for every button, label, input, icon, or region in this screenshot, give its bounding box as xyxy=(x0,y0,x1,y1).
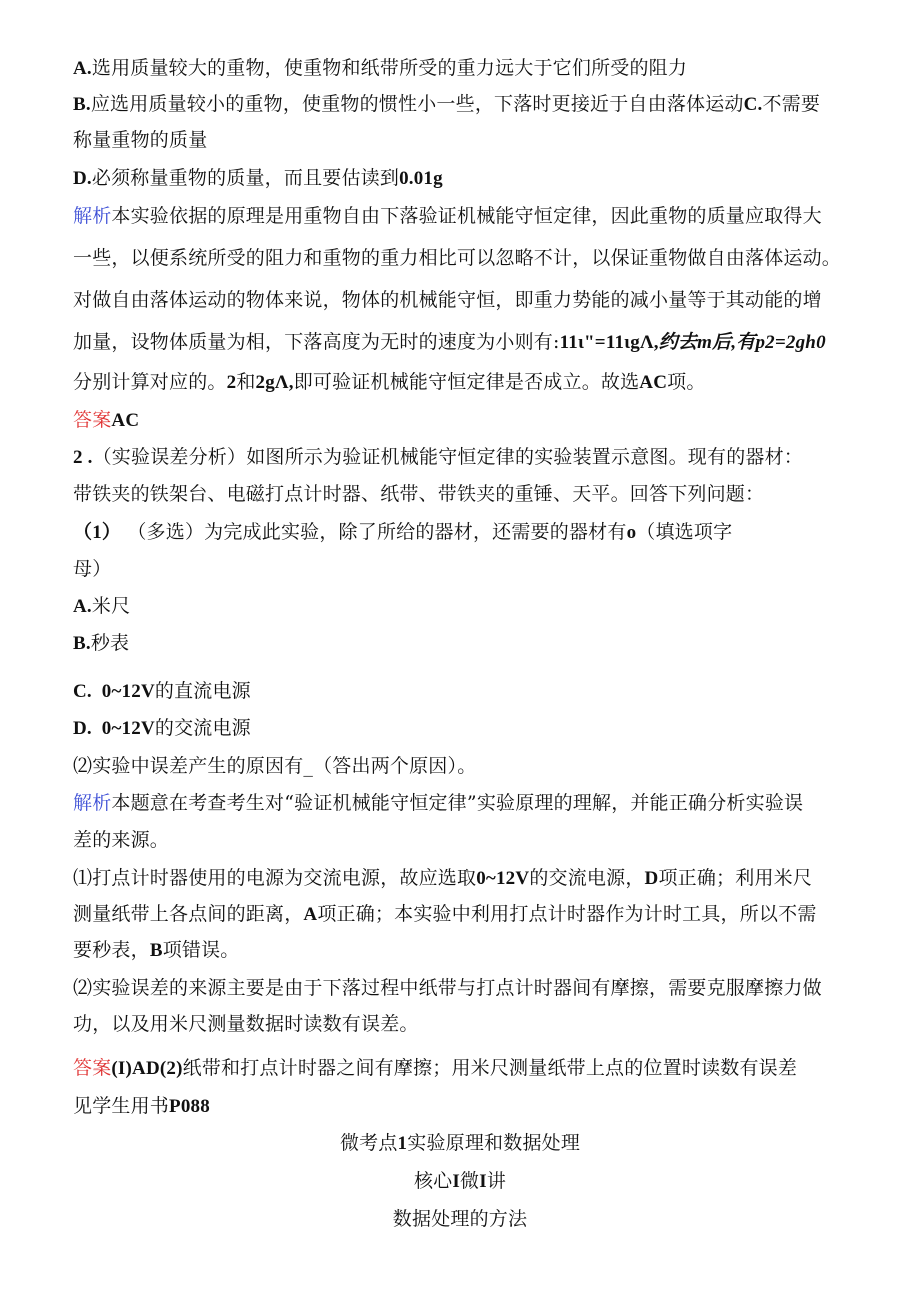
analysis-1-line-1 xyxy=(73,203,822,229)
answer-choice: AC xyxy=(639,372,668,393)
answer-1-line xyxy=(73,407,139,433)
analysis-text: 要秒表， xyxy=(73,939,150,961)
analysis-text: 项错误。 xyxy=(162,939,240,961)
analysis-text: 项。 xyxy=(667,371,706,393)
option-value: 0.01g xyxy=(399,168,443,189)
option-label: C. xyxy=(743,94,763,115)
option-text: 选用质量较大的重物，使重物和纸带所受的重力远大于它们所受的阻力 xyxy=(91,57,688,79)
option-label: B. xyxy=(73,94,91,115)
option-text: 应选用质量较小的重物，使重物的惯性小一些，下落时更接近于自由落体运动 xyxy=(90,93,744,115)
option-label: D. 0~12V xyxy=(73,718,155,739)
answer-choice: A xyxy=(303,904,318,925)
analysis-text: 即可验证机械能守恒定律是否成立。故选 xyxy=(293,371,640,393)
option-a-line xyxy=(73,55,687,81)
analysis-1-line-5 xyxy=(73,369,706,395)
question-text: 母） xyxy=(73,558,112,580)
option-b-line xyxy=(73,91,820,117)
topic-heading xyxy=(0,1206,920,1232)
analysis-label: 解析 xyxy=(73,792,112,814)
analysis-text: 项正确；利用米尺 xyxy=(658,867,813,889)
choice-b-line xyxy=(73,630,129,656)
analysis-text: 加量，设物体质量为相，下落高度为无时的速度为小则有: xyxy=(73,331,560,353)
question-2-line-1 xyxy=(73,444,803,470)
analysis-2-line-2 xyxy=(73,827,169,853)
analysis-2-line-5 xyxy=(73,937,240,963)
answer-choice: B xyxy=(149,940,163,961)
analysis-text: 本实验依据的原理是用重物自由下落验证机械能守恒定律，因此重物的质量应取得大 xyxy=(111,205,822,227)
option-text: 秒表 xyxy=(90,632,130,654)
option-label: C. 0~12V xyxy=(73,681,155,702)
choice-d-line xyxy=(73,715,251,741)
choice-c-line xyxy=(73,678,251,704)
analysis-text: 功，以及用米尺测量数据时读数有误差。 xyxy=(73,1013,419,1035)
heading-separator: I xyxy=(479,1171,487,1192)
analysis-text: ⑴打点计时器使用的电源为交流电源，故应选取 xyxy=(73,867,477,889)
subsection-heading xyxy=(0,1168,920,1194)
question-2-line-2 xyxy=(73,481,764,507)
answer-label: 答案 xyxy=(73,1057,112,1079)
analysis-text: ⑵实验误差的来源主要是由于下落过程中纸带与打点计时器间有摩擦，需要克服摩擦力做 xyxy=(73,977,822,999)
analysis-text: 和 xyxy=(236,371,256,393)
sub-question-1-line xyxy=(73,519,732,545)
analysis-text: 的交流电源， xyxy=(529,867,645,889)
analysis-2-line-6 xyxy=(73,975,822,1001)
answer-2-line xyxy=(73,1055,797,1081)
option-label: A. xyxy=(73,58,92,79)
analysis-2-line-4 xyxy=(73,901,817,927)
answer-text: 纸带和打点计时器之间有摩擦；用米尺测量纸带上点的位置时读数有误差 xyxy=(182,1057,798,1079)
page-reference: P088 xyxy=(169,1096,210,1117)
answer-label: 答案 xyxy=(73,409,112,431)
option-text: 不需要 xyxy=(762,93,821,115)
heading-text: 微考点 xyxy=(339,1132,398,1154)
analysis-2-line-3 xyxy=(73,865,812,891)
option-label: B. xyxy=(73,633,91,654)
question-text: （实验误差分析）如图所示为验证机械能守恒定律的实验装置示意图。现有的器材： xyxy=(92,446,804,468)
section-heading xyxy=(0,1130,920,1156)
option-c-continuation xyxy=(73,127,207,153)
option-text: 米尺 xyxy=(91,595,131,617)
analysis-text: 分别计算对应的。 xyxy=(73,371,227,393)
question-text: ⑵实验中误差产生的原因有_（答出两个原因）。 xyxy=(73,755,477,777)
sub-question-number: （1） xyxy=(73,522,122,543)
option-text: 的交流电源 xyxy=(154,717,251,739)
option-label: A. xyxy=(73,596,92,617)
heading-text: 数据处理的方法 xyxy=(392,1208,528,1230)
formula-text: 2 xyxy=(226,372,237,393)
analysis-text: 一些，以便系统所受的阻力和重物的重力相比可以忽略不计，以保证重物做自由落体运动。 xyxy=(73,247,842,269)
question-text: 带铁夹的铁架台、电磁打点计时器、纸带、带铁夹的重锤、天平。回答下列问题： xyxy=(73,483,765,505)
option-label: D. xyxy=(73,168,92,189)
blank-mark: o xyxy=(626,522,637,543)
analysis-2-line-7 xyxy=(73,1011,419,1037)
heading-text: 微 xyxy=(460,1170,480,1192)
analysis-2-line-1 xyxy=(73,790,803,816)
option-text: 称量重物的质量 xyxy=(73,129,208,151)
analysis-text: 项正确；本实验中利用打点计时器作为计时工具，所以不需 xyxy=(317,903,817,925)
formula-text: 11ι"=11ιgΛ, xyxy=(559,332,659,353)
answer-value: (I)AD(2) xyxy=(111,1058,183,1079)
heading-text: 核心 xyxy=(413,1170,453,1192)
analysis-label: 解析 xyxy=(73,205,112,227)
book-reference-text: 见学生用书 xyxy=(73,1095,170,1117)
formula-text: 2gΛ, xyxy=(255,372,294,393)
choice-a-line xyxy=(73,593,130,619)
answer-value: AC xyxy=(111,410,140,431)
question-text: （多选）为完成此实验，除了所给的器材，还需要的器材有 xyxy=(121,521,627,543)
heading-separator: I xyxy=(452,1171,460,1192)
heading-text: 讲 xyxy=(486,1170,507,1192)
question-text: （填选项字 xyxy=(636,521,733,543)
option-text: 的直流电源 xyxy=(154,680,251,702)
heading-text: 实验原理和数据处理 xyxy=(407,1132,581,1154)
question-number: 2 . xyxy=(73,447,93,468)
answer-choice: D xyxy=(644,868,659,889)
analysis-text: 本题意在考查考生对“验证机械能守恒定律”实验原理的理解，并能正确分析实验误 xyxy=(111,792,804,814)
book-reference-line xyxy=(73,1093,210,1119)
analysis-1-line-4 xyxy=(73,329,826,355)
analysis-value: 0~12V xyxy=(476,868,530,889)
sub-question-2-line xyxy=(73,753,476,779)
option-d-line xyxy=(73,165,443,191)
analysis-text: 测量纸带上各点间的距离， xyxy=(73,903,304,925)
analysis-text: 对做自由落体运动的物体来说，物体的机械能守恒，即重力势能的减小量等于其动能的增 xyxy=(73,289,822,311)
analysis-1-line-2 xyxy=(73,245,841,271)
analysis-text: 差的来源。 xyxy=(73,829,170,851)
sub-question-1-continuation xyxy=(73,556,111,582)
formula-text: 约去m后,有p2=2gh0 xyxy=(658,332,826,353)
analysis-1-line-3 xyxy=(73,287,822,313)
option-text: 必须称量重物的质量，而且要估读到 xyxy=(91,167,400,189)
heading-number: 1 xyxy=(397,1133,408,1154)
